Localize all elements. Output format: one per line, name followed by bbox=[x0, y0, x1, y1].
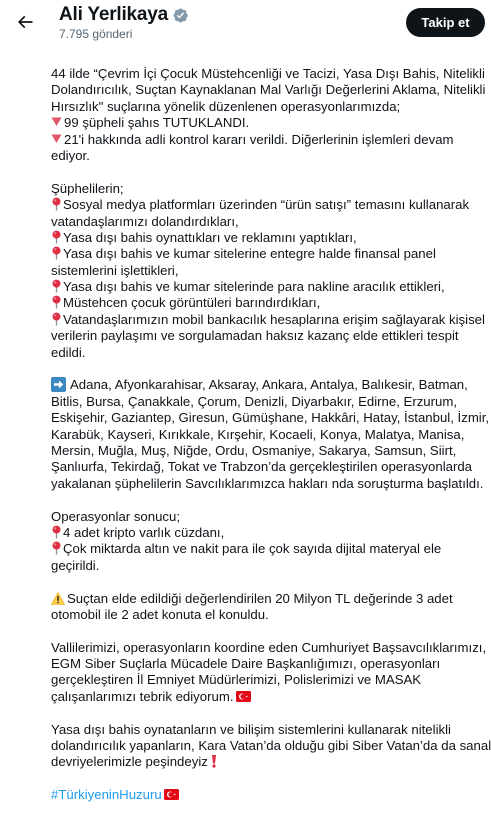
text-line: Karabük, Kayseri, Kırıkkale, Kırşehir, Kocaeli, Konya, Malatya, Manisa, bbox=[51, 426, 465, 442]
list-item: Vatandaşlarımızın mobil bankacılık hesaplarına erişim sağlayarak kişisel bbox=[51, 312, 487, 328]
text-line: Hırsızlık" suçlarına yönelik düzenlenen operasyonlarımızda; bbox=[51, 98, 401, 114]
text-line: vatandaşlarımızı dolandırdıkları, bbox=[51, 213, 239, 229]
round-pushpin-icon bbox=[51, 246, 62, 260]
text-line: sistemlerini işlettikleri, bbox=[51, 262, 179, 278]
text-line: Şüphelilerin; bbox=[51, 180, 124, 196]
text-line: Vallilerimizi, operasyonların koordine eden Cumhuriyet Başsavcılıklarımızı, bbox=[51, 639, 487, 655]
round-pushpin-icon bbox=[51, 230, 62, 244]
text-line: 44 ilde “Çevrim İçi Çocuk Müstehcenliği ve Tacizi, Yasa Dışı Bahis, Nitelikli bbox=[51, 66, 485, 81]
list-item: 4 adet kripto varlık cüzdanı, bbox=[51, 525, 487, 541]
text-line: EGM Siber Suçlarla Mücadele Daire Başkanlığımızı, operasyonları bbox=[51, 656, 441, 672]
round-pushpin-icon bbox=[51, 312, 62, 326]
text-line: devriyelerimizle peşindeyiz bbox=[51, 754, 487, 770]
text-line: Bitlis, Bursa, Çanakkale, Çorum, Denizli, Diyarbakır, Edirne, Erzurum, bbox=[51, 393, 458, 409]
turkey-flag-icon bbox=[164, 789, 179, 800]
list-item: 99 şüpheli şahıs TUTUKLANDI. bbox=[51, 115, 487, 131]
text-line: edildi. bbox=[51, 344, 86, 360]
post-body bbox=[51, 66, 491, 804]
follow-button[interactable]: Takip et bbox=[406, 8, 485, 37]
list-item: Suçtan elde edildiği değerlendirilen 20 Milyon TL değerinde 3 adet bbox=[51, 591, 487, 607]
arrow-left-icon bbox=[15, 12, 35, 32]
text-line: Operasyonlar sonucu; bbox=[51, 508, 181, 524]
list-item: Müstehcen çocuk görüntüleri barındırdıkları, bbox=[51, 295, 487, 311]
text-line: yakalanan şüphelilerin Savcılıklarımızca hakları nda soruşturma başlatıldı. bbox=[51, 475, 484, 491]
verified-badge-icon bbox=[172, 7, 189, 24]
list-item: Sosyal medya platformları üzerinden “ürün satışı” temasını kullanarak bbox=[51, 197, 487, 213]
post-count: 7.795 gönderi bbox=[59, 27, 133, 41]
hashtag-line bbox=[51, 787, 487, 803]
text-line: Yasa dışı bahis oynatanların ve bilişim sistemlerini kullanarak nitelikli bbox=[51, 721, 451, 737]
round-pushpin-icon bbox=[51, 295, 62, 309]
list-item: Yasa dışı bahis ve kumar sitelerinde para nakline aracılık ettikleri, bbox=[51, 279, 487, 295]
text-line: Şanlıurfa, Tekirdağ, Tokat ve Trabzon’da gerçekleştirilen operasyonlarda bbox=[51, 459, 473, 475]
round-pushpin-icon bbox=[51, 525, 62, 539]
list-item: Adana, Afyonkarahisar, Aksaray, Ankara, Antalya, Balıkesir, Batman, bbox=[51, 377, 487, 393]
arrow-right-icon bbox=[51, 377, 66, 392]
back-button[interactable] bbox=[8, 5, 42, 39]
text-line: otomobil ile 2 adet konuta el konuldu. bbox=[51, 606, 269, 622]
text-line: geçirildi. bbox=[51, 557, 100, 573]
red-triangle-down-icon bbox=[51, 133, 62, 144]
profile-title bbox=[59, 4, 189, 41]
list-item: Yasa dışı bahis oynattıkları ve reklamını yaptıkları, bbox=[51, 230, 487, 246]
round-pushpin-icon bbox=[51, 279, 62, 293]
warning-icon bbox=[51, 592, 65, 605]
text-line: Dolandırıcılık, Suçtan Kaynaklanan Mal Varlığı Değerlerini Aklama, Nitelikli bbox=[51, 82, 486, 98]
hashtag-link[interactable]: #TürkiyeninHuzuru bbox=[51, 787, 162, 803]
text-line: verilerin paylaşımı ve sorgulamadan haksız kazanç elde ettikleri tespit bbox=[51, 328, 459, 344]
round-pushpin-icon bbox=[51, 541, 62, 555]
profile-header bbox=[0, 0, 491, 44]
turkey-flag-icon bbox=[236, 691, 251, 702]
red-exclamation-icon bbox=[210, 754, 218, 768]
text-line: Mersin, Muğla, Muş, Niğde, Ordu, Osmaniye, Sakarya, Samsun, Siirt, bbox=[51, 442, 457, 458]
text-line: ediyor. bbox=[51, 147, 90, 163]
list-item: 21'i hakkında adli kontrol kararı verildi. Diğerlerinin işlemleri devam bbox=[51, 132, 487, 148]
text-line: dolandırıcılık yapanların, Kara Vatan’da olduğu gibi Siber Vatan’da da sanal bbox=[51, 738, 491, 754]
text-line: çalışanlarımızı tebrik ediyorum. bbox=[51, 689, 487, 705]
red-triangle-down-icon bbox=[51, 116, 62, 127]
text-line: gerçekleştiren İl Emniyet Müdürlerimizi, Polislerimizi ve MASAK bbox=[51, 672, 422, 688]
profile-name: Ali Yerlikaya bbox=[59, 4, 169, 25]
text-line: Eskişehir, Gaziantep, Giresun, Gümüşhane, Hakkâri, Hatay, İstanbul, İzmir, bbox=[51, 410, 490, 426]
round-pushpin-icon bbox=[51, 197, 62, 211]
list-item: Çok miktarda altın ve nakit para ile çok sayıda dijital materyal ele bbox=[51, 541, 487, 557]
list-item: Yasa dışı bahis ve kumar sitelerine entegre halde finansal panel bbox=[51, 246, 487, 262]
